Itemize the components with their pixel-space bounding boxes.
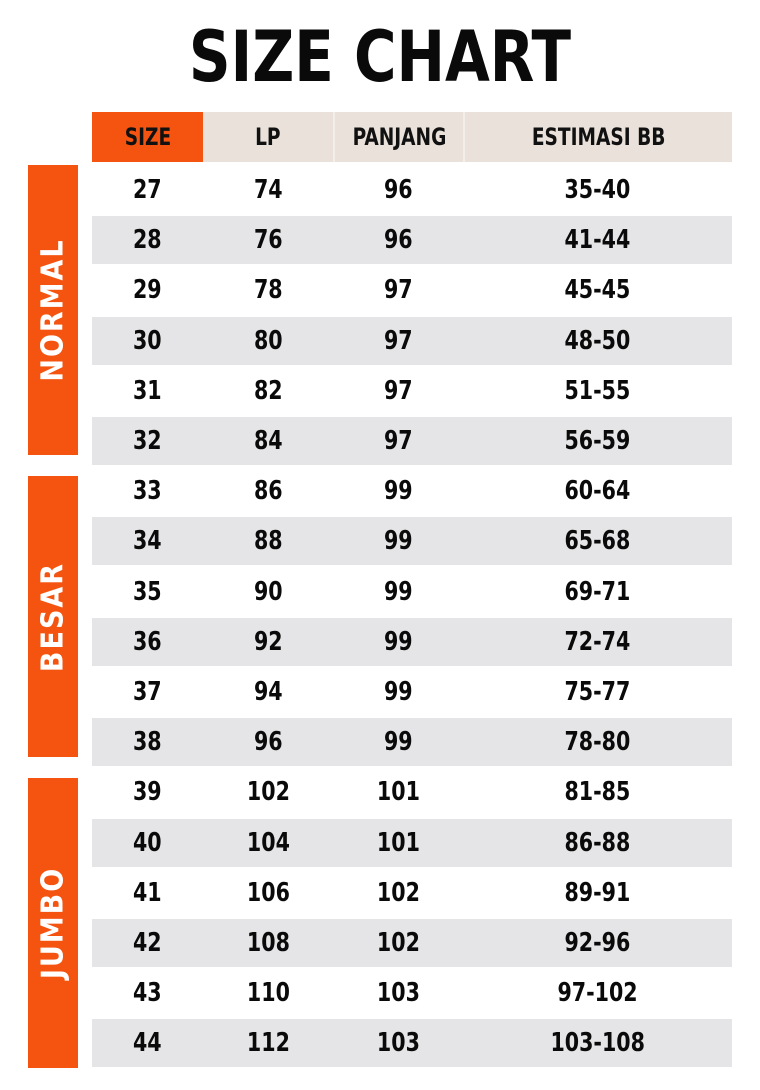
cell-lp-value: 112 <box>246 1028 290 1058</box>
cell-size <box>92 1019 203 1067</box>
table-row <box>92 668 732 716</box>
cell-panjang-value: 97 <box>383 426 413 456</box>
header-panjang <box>335 112 463 162</box>
cell-panjang-value: 99 <box>383 627 413 657</box>
cell-lp-value: 90 <box>253 577 283 607</box>
cell-lp-value: 88 <box>253 526 283 556</box>
cell-size <box>92 568 203 616</box>
cell-lp-value: 96 <box>253 727 283 757</box>
cell-bb <box>463 517 732 565</box>
cell-size-value: 43 <box>133 978 162 1008</box>
cell-bb-value: 51-55 <box>564 376 631 406</box>
cell-bb <box>463 919 732 967</box>
group-besar <box>28 476 78 757</box>
cell-bb-value: 69-71 <box>564 577 631 607</box>
cell-bb <box>463 467 732 515</box>
group-label: NORMAL <box>35 238 71 382</box>
cell-bb-value: 48-50 <box>564 326 631 356</box>
table-row <box>92 317 732 365</box>
cell-size <box>92 317 203 365</box>
cell-lp-value: 76 <box>253 225 283 255</box>
cell-lp-value: 108 <box>246 928 290 958</box>
cell-size-value: 34 <box>133 526 162 556</box>
cell-panjang <box>333 568 463 616</box>
cell-bb-value: 86-88 <box>564 828 631 858</box>
cell-panjang <box>333 367 463 415</box>
cell-lp <box>203 668 333 716</box>
table-row <box>92 367 732 415</box>
cell-panjang <box>333 618 463 666</box>
cell-lp-value: 84 <box>253 426 283 456</box>
cell-panjang <box>333 1019 463 1067</box>
cell-bb-value: 81-85 <box>564 777 631 807</box>
cell-size <box>92 367 203 415</box>
table-row <box>92 568 732 616</box>
cell-bb-value: 41-44 <box>564 225 631 255</box>
cell-bb <box>463 618 732 666</box>
cell-bb-value: 72-74 <box>564 627 631 657</box>
cell-lp-value: 82 <box>253 376 283 406</box>
cell-size-value: 33 <box>133 476 162 506</box>
cell-bb <box>463 417 732 465</box>
cell-lp-value: 106 <box>246 878 290 908</box>
cell-size <box>92 166 203 214</box>
cell-bb <box>463 166 732 214</box>
cell-size <box>92 869 203 917</box>
cell-bb-value: 97-102 <box>557 978 638 1008</box>
cell-bb-value: 60-64 <box>564 476 631 506</box>
cell-bb <box>463 668 732 716</box>
cell-panjang-value: 99 <box>383 526 413 556</box>
cell-lp <box>203 618 333 666</box>
table-row <box>92 266 732 314</box>
cell-bb <box>463 969 732 1017</box>
cell-lp <box>203 768 333 816</box>
cell-size <box>92 417 203 465</box>
cell-panjang-value: 101 <box>376 777 420 807</box>
cell-size-value: 38 <box>133 727 162 757</box>
table-row <box>92 1019 732 1067</box>
table-row <box>92 517 732 565</box>
cell-bb <box>463 266 732 314</box>
cell-size-value: 42 <box>133 928 162 958</box>
cell-size <box>92 668 203 716</box>
cell-bb-value: 92-96 <box>564 928 631 958</box>
cell-bb <box>463 216 732 264</box>
cell-panjang <box>333 768 463 816</box>
cell-size-value: 31 <box>133 376 162 406</box>
table-row <box>92 969 732 1017</box>
cell-bb-value: 45-45 <box>564 275 631 305</box>
group-label: BESAR <box>35 561 71 672</box>
cell-lp-value: 86 <box>253 476 283 506</box>
cell-panjang-value: 102 <box>376 928 420 958</box>
header-panjang-label: PANJANG <box>352 123 446 151</box>
cell-lp <box>203 216 333 264</box>
cell-size <box>92 768 203 816</box>
cell-panjang <box>333 467 463 515</box>
cell-panjang <box>333 718 463 766</box>
cell-panjang-value: 99 <box>383 727 413 757</box>
cell-lp-value: 74 <box>253 175 283 205</box>
cell-size <box>92 266 203 314</box>
cell-panjang-value: 97 <box>383 326 413 356</box>
cell-size-value: 37 <box>133 677 162 707</box>
cell-size <box>92 517 203 565</box>
cell-bb <box>463 1019 732 1067</box>
cell-size-value: 39 <box>133 777 162 807</box>
cell-size-value: 41 <box>133 878 162 908</box>
cell-size <box>92 919 203 967</box>
cell-bb-value: 103-108 <box>550 1028 645 1058</box>
group-normal <box>28 165 78 455</box>
cell-panjang <box>333 819 463 867</box>
table-row <box>92 216 732 264</box>
cell-lp <box>203 1019 333 1067</box>
cell-panjang <box>333 517 463 565</box>
cell-bb <box>463 819 732 867</box>
header-size <box>92 112 203 162</box>
cell-bb <box>463 869 732 917</box>
cell-lp-value: 104 <box>246 828 290 858</box>
cell-bb <box>463 568 732 616</box>
cell-size-value: 28 <box>133 225 162 255</box>
cell-panjang <box>333 317 463 365</box>
cell-size <box>92 969 203 1017</box>
cell-lp <box>203 517 333 565</box>
cell-size <box>92 718 203 766</box>
cell-lp-value: 94 <box>253 677 283 707</box>
cell-lp <box>203 467 333 515</box>
table-row <box>92 819 732 867</box>
cell-panjang <box>333 417 463 465</box>
cell-size-value: 32 <box>133 426 162 456</box>
cell-lp <box>203 819 333 867</box>
cell-size-value: 40 <box>133 828 162 858</box>
cell-panjang-value: 96 <box>383 225 413 255</box>
cell-size-value: 29 <box>133 275 162 305</box>
cell-panjang-value: 103 <box>376 978 420 1008</box>
cell-lp <box>203 568 333 616</box>
header-estimasi-bb <box>465 112 732 162</box>
cell-size <box>92 216 203 264</box>
cell-lp-value: 78 <box>253 275 283 305</box>
cell-panjang-value: 97 <box>383 275 413 305</box>
cell-lp-value: 80 <box>253 326 283 356</box>
cell-size <box>92 618 203 666</box>
cell-panjang-value: 99 <box>383 677 413 707</box>
table-row <box>92 618 732 666</box>
cell-lp-value: 102 <box>246 777 290 807</box>
cell-bb <box>463 768 732 816</box>
cell-bb-value: 65-68 <box>564 526 631 556</box>
cell-lp <box>203 969 333 1017</box>
header-lp-label: LP <box>255 123 281 151</box>
cell-lp <box>203 317 333 365</box>
cell-panjang <box>333 216 463 264</box>
cell-lp <box>203 367 333 415</box>
cell-bb-value: 56-59 <box>564 426 631 456</box>
cell-panjang-value: 103 <box>376 1028 420 1058</box>
cell-lp <box>203 718 333 766</box>
group-label: JUMBO <box>35 866 71 980</box>
cell-panjang-value: 96 <box>383 175 413 205</box>
header-bb-label: ESTIMASI BB <box>531 123 666 151</box>
cell-size-value: 30 <box>133 326 162 356</box>
group-jumbo <box>28 778 78 1068</box>
table-row <box>92 718 732 766</box>
cell-panjang <box>333 266 463 314</box>
table-row <box>92 166 732 214</box>
cell-panjang-value: 97 <box>383 376 413 406</box>
cell-size-value: 35 <box>133 577 162 607</box>
cell-size-value: 27 <box>133 175 162 205</box>
cell-panjang-value: 99 <box>383 476 413 506</box>
cell-size-value: 36 <box>133 627 162 657</box>
cell-lp <box>203 417 333 465</box>
header-lp <box>203 112 333 162</box>
cell-panjang-value: 99 <box>383 577 413 607</box>
cell-lp <box>203 919 333 967</box>
cell-panjang <box>333 166 463 214</box>
table-row <box>92 417 732 465</box>
cell-lp <box>203 166 333 214</box>
cell-size-value: 44 <box>133 1028 162 1058</box>
cell-panjang-value: 101 <box>376 828 420 858</box>
cell-panjang <box>333 969 463 1017</box>
cell-lp-value: 110 <box>246 978 290 1008</box>
cell-panjang <box>333 869 463 917</box>
page-title: SIZE CHART <box>188 16 572 98</box>
cell-panjang <box>333 919 463 967</box>
cell-bb-value: 75-77 <box>564 677 631 707</box>
cell-lp <box>203 869 333 917</box>
cell-lp-value: 92 <box>253 627 283 657</box>
cell-bb <box>463 367 732 415</box>
cell-bb <box>463 317 732 365</box>
cell-size <box>92 819 203 867</box>
cell-bb <box>463 718 732 766</box>
cell-panjang-value: 102 <box>376 878 420 908</box>
table-row <box>92 467 732 515</box>
cell-panjang <box>333 668 463 716</box>
table-row <box>92 919 732 967</box>
header-size-label: SIZE <box>124 123 171 151</box>
cell-bb-value: 78-80 <box>564 727 631 757</box>
cell-bb-value: 35-40 <box>564 175 631 205</box>
cell-size <box>92 467 203 515</box>
cell-bb-value: 89-91 <box>564 878 631 908</box>
cell-lp <box>203 266 333 314</box>
table-row <box>92 768 732 816</box>
table-row <box>92 869 732 917</box>
